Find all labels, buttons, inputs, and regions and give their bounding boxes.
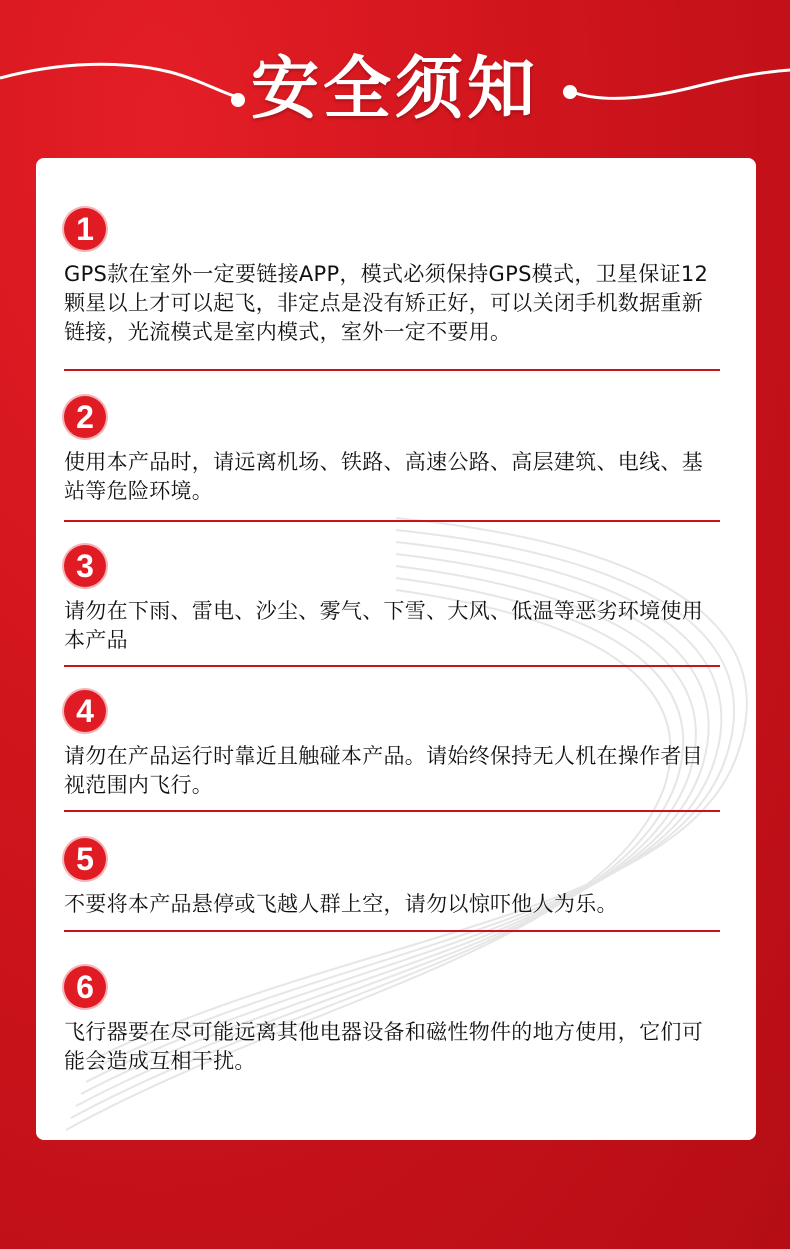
notice-item-2 [64,396,724,506]
divider [64,369,720,371]
number-badge: 5 [64,838,106,880]
notice-text: 使用本产品时，请远离机场、铁路、高速公路、高层建筑、电线、基站等危险环境。 [64,450,703,503]
number-badge: 4 [64,690,106,732]
divider [64,520,720,522]
notice-text: GPS款在室外一定要链接APP，模式必须保持GPS模式，卫星保证12颗星以上才可以起飞，非定点是没有矫正好，可以关闭手机数据重新链接，光流模式是室内模式，室外一定不要用。 [64,262,709,344]
divider [64,665,720,667]
notice-text: 飞行器要在尽可能远离其他电器设备和磁性物件的地方使用，它们可能会造成互相干扰。 [64,1020,703,1073]
page-title: 安全须知 [250,49,539,129]
divider [64,930,720,932]
number-badge: 3 [64,545,106,587]
notice-item-5 [64,838,724,919]
notice-item-4 [64,690,724,800]
notice-text: 不要将本产品悬停或飞越人群上空，请勿以惊吓他人为乐。 [64,892,618,916]
notice-text: 请勿在产品运行时靠近且触碰本产品。请始终保持无人机在操作者目视范围内飞行。 [64,744,703,797]
notice-text: 请勿在下雨、雷电、沙尘、雾气、下雪、大风、低温等恶劣环境使用本产品 [64,599,703,652]
number-badge: 2 [64,396,106,438]
notice-card [36,158,756,1140]
number-badge: 6 [64,966,106,1008]
notice-item-3 [64,545,724,655]
notice-item-6 [64,966,724,1076]
notice-item-1 [64,208,724,347]
divider [64,810,720,812]
number-badge: 1 [64,208,106,250]
